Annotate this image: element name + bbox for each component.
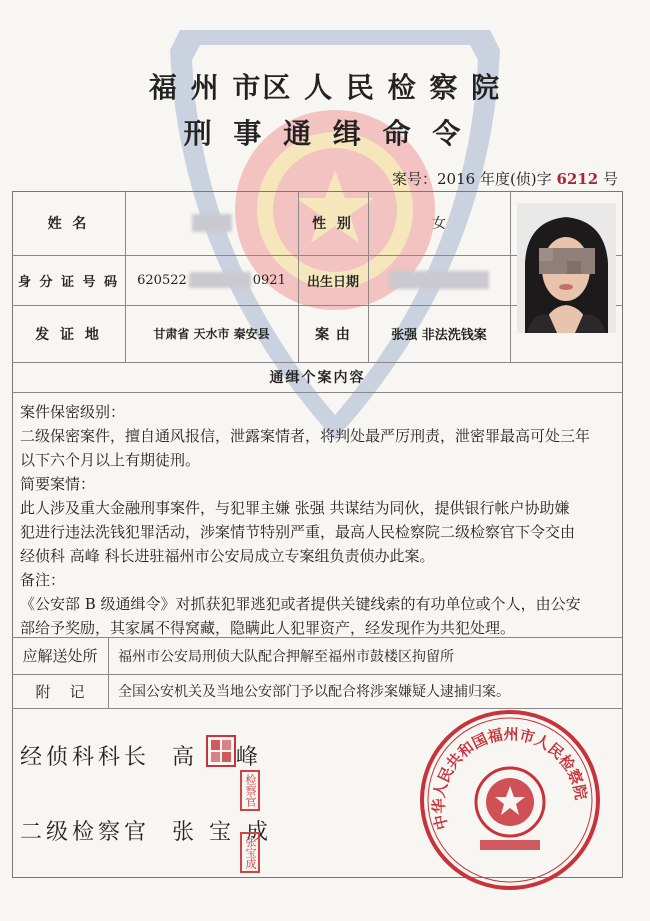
signatory-title-2: 二级检察官 [20,820,151,845]
issuing-organization: 福 州 市区 人 民 检 察 院 [148,71,502,104]
note-line: 《公安部 B 级通缉令》对抓获犯罪逃犯或者提供关键线索的有功单位或个人，由公安 [20,595,581,613]
col-divider [108,637,109,708]
appendix-value: 全国公安机关及当地公安部门予以配合将涉案嫌疑人逮捕归案。 [118,684,510,700]
appendix-label: 附 记 [35,682,85,701]
delivery-value: 福州市公安局刑侦大队配合押解至福州市鼓楼区拘留所 [118,648,454,665]
name-label: 姓 名 [47,216,90,232]
id-number-label: 身 分 证 号 码 [17,274,120,290]
suspect-photo [517,203,616,333]
note-title: 备注： [20,571,66,589]
row-divider [12,392,623,393]
prosecutor-stamp: 检察官 [240,770,260,811]
brief-line: 犯进行违法洗钱犯罪活动，涉案情节特别严重，最高人民检察院二级检察官下令交由 [20,523,576,541]
id-number-prefix: 620522 [137,272,187,288]
signatory-title-1: 经侦科科长 [20,745,151,770]
official-seal [418,708,602,892]
document-title: 刑 事 通 缉 命 令 [183,117,467,150]
redaction-blur [192,214,232,232]
signatory-name-1a: 高 [172,745,199,770]
brief-title: 简要案情： [20,475,96,493]
brief-line: 此人涉及重大金融刑事案件，与犯罪主嫌 张强 共谋结为同伙，提供银行帐户协助嫌 [20,499,570,517]
name-value-redacted [125,191,298,255]
issuer-value: 甘肃省 天水市 秦安县 [153,327,270,341]
case-number-line [392,168,618,189]
redaction-blur [189,272,251,288]
signatory-name-1b: 峰 [236,745,263,770]
redaction-blur [389,271,489,289]
secret-level-line: 二级保密案件，擅自通风报信，泄露案情者，将判处最严厉刑责，泄密罪最高可处三年 [20,427,591,445]
case-number-suffix: 号 [602,170,618,188]
case-content [20,400,616,640]
col-divider [510,191,511,362]
case-number: 6212 [556,170,599,188]
signatory-name-2: 张 宝 成 [172,820,272,845]
section-title: 通缉个案内容 [269,370,366,386]
secret-level-title: 案件保密级别： [20,403,126,421]
seal-text: 中华人民共和国福州市人民检察院 [429,725,591,832]
gender-label: 性 别 [312,216,354,232]
id-number-suffix: 0921 [252,272,286,288]
name-seal-small [206,735,236,767]
dob-label: 出生日期 [306,274,359,290]
note-line: 部给予奖励，其家属不得窝藏，隐瞒此人犯罪资产，经发现作为共犯处理。 [20,619,516,637]
dob-value-redacted [368,255,510,305]
case-number-prefix: 案号：2016 年度(侦)字 [392,170,552,188]
case-reason-value: 张强 非法洗钱案 [391,328,487,343]
prosecutor-name-stamp: 张宝成 [240,832,260,873]
secret-level-line: 以下六个月以上有期徒刑。 [20,451,201,469]
delivery-label: 应解送处所 [22,647,98,665]
brief-line: 经侦科 高峰 科长进驻福州市公安局成立专案组负责侦办此案。 [20,547,435,565]
id-number-value [125,255,298,305]
issuer-label: 发 证 地 [35,326,102,343]
gender-value: 女 [432,216,446,232]
case-reason-label: 案 由 [315,326,351,343]
